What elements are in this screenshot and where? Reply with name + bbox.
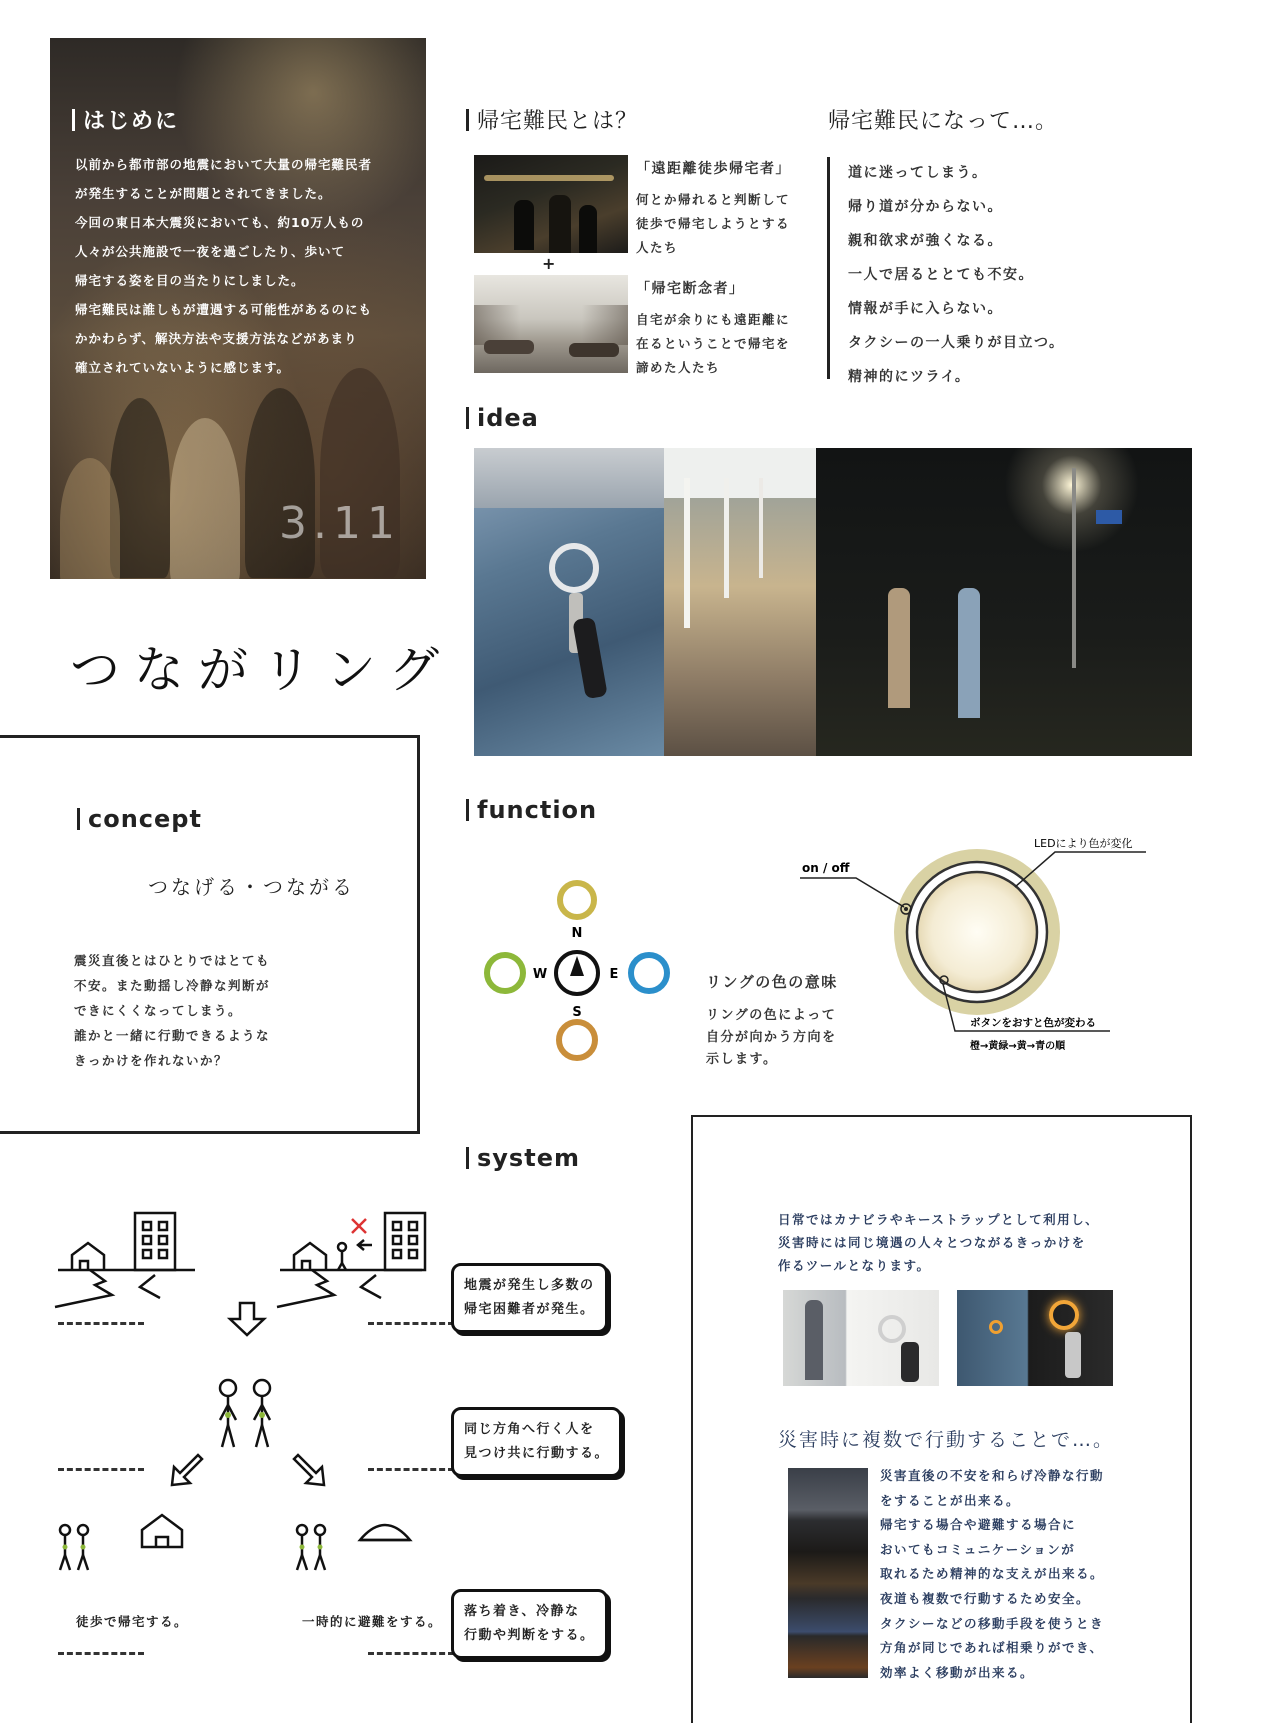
benefit-line: 災害直後の不安を和らげ冷静な行動 xyxy=(880,1468,1105,1483)
becoming-item: 帰り道が分からない。 xyxy=(848,199,1003,215)
divider-dash xyxy=(58,1652,144,1655)
system-title: system xyxy=(466,1144,580,1172)
idea-title: idea xyxy=(466,404,539,432)
person-icon xyxy=(338,1243,346,1251)
meaning-line: 自分が向かう方向を xyxy=(706,1030,837,1045)
type2-line: 諦めた人たち xyxy=(636,360,721,375)
order-label: 橙→黄緑→黄→青の順 xyxy=(970,1041,1066,1052)
daily-use-photo xyxy=(783,1290,939,1386)
usage-intro-line: 日常ではカナビラやキーストラップとして利用し、 xyxy=(778,1212,1100,1227)
usage-intro-line: 作るツールとなります。 xyxy=(778,1258,931,1273)
walkway-photo xyxy=(664,448,816,756)
divider-dash xyxy=(368,1322,454,1325)
divider-dash xyxy=(368,1468,454,1471)
ring-east xyxy=(631,955,667,991)
benefit-line: 効率よく移動が出来る。 xyxy=(880,1664,1035,1680)
night-use-photo xyxy=(957,1290,1113,1386)
callout-line: 落ち着き、冷静な xyxy=(464,1604,580,1619)
function-title: function xyxy=(466,796,597,824)
callout-line: 行動や判断をする。 xyxy=(464,1628,595,1643)
callout-calm-action xyxy=(451,1589,608,1659)
jeans-keyring-photo xyxy=(474,448,664,756)
benefit-line: 帰宅する場合や避難する場合に xyxy=(880,1517,1077,1533)
callout-find-companion xyxy=(451,1407,622,1477)
type2-line: 自宅が余りにも遠距離に xyxy=(636,312,791,327)
meaning-line: リングの色によって xyxy=(706,1008,837,1023)
callout-earthquake xyxy=(451,1263,608,1333)
ground-crack-icon xyxy=(55,1270,112,1307)
intro-line: が発生することが問題とされてきました。 xyxy=(75,186,332,201)
label-evacuate: 一時的に避難をする。 xyxy=(302,1614,443,1629)
concept-line: きっかけを作れないか？ xyxy=(74,1053,229,1068)
benefit-line: 夜道も複数で行動するため安全。 xyxy=(880,1590,1091,1606)
concept-box xyxy=(0,735,420,1134)
becoming-item: 道に迷ってしまう。 xyxy=(848,165,988,181)
concept-line: 誰かと一緒に行動できるような xyxy=(74,1028,271,1043)
ring-west xyxy=(487,955,523,991)
becoming-title: 帰宅難民になって…。 xyxy=(828,109,1059,134)
type1-line: 人たち xyxy=(636,240,679,255)
compass-e: E xyxy=(609,967,619,982)
compass-s: S xyxy=(572,1005,582,1020)
usage-benefits xyxy=(880,1464,1104,1685)
intro-line: 確立されていないように感じます。 xyxy=(75,360,291,375)
usage-intro-line: 災害時には同じ境遇の人々とつながるきっかけを xyxy=(778,1235,1086,1250)
callout-line: 地震が発生し多数の xyxy=(464,1278,595,1293)
type2-desc xyxy=(636,308,790,380)
type2-title: 「帰宅断念者」 xyxy=(636,281,745,297)
divider-dash xyxy=(58,1468,144,1471)
divider-dash xyxy=(58,1322,144,1325)
label-walk-home: 徒歩で帰宅する。 xyxy=(76,1614,189,1629)
ring-north xyxy=(560,883,594,917)
concept-line: 不安。また動揺し冷静な判断が xyxy=(74,978,271,993)
compass-w: W xyxy=(532,967,548,982)
disaster-photos-strip xyxy=(788,1468,868,1678)
led-label: LEDにより色が変化 xyxy=(1034,837,1133,850)
night-street-photo xyxy=(816,448,1192,756)
concept-body xyxy=(74,948,270,1073)
concept-title: concept xyxy=(77,805,202,833)
becoming-rule xyxy=(827,157,830,379)
callout-line: 見つけ共に行動する。 xyxy=(464,1446,610,1461)
product-name: つながリング xyxy=(70,641,453,699)
callout-line: 帰宅困難者が発生。 xyxy=(464,1302,595,1317)
intro-photo-panel xyxy=(50,38,426,579)
intro-line: 以前から都市部の地震において大量の帰宅難民者 xyxy=(75,157,373,172)
benefit-line: 方角が同じであれば相乗りができ、 xyxy=(880,1640,1104,1656)
becoming-list xyxy=(848,156,1064,394)
walking-crowd-photo xyxy=(474,155,628,253)
arrow-down-right-icon xyxy=(294,1455,324,1485)
benefit-line: おいてもコミュニケーションが xyxy=(880,1541,1076,1557)
shelter-icon xyxy=(360,1525,410,1540)
type2-line: 在るということで帰宅を xyxy=(636,336,791,351)
arrow-down-icon xyxy=(230,1303,264,1335)
button-label: ボタンをおすと色が変わる xyxy=(970,1017,1096,1029)
type2-block xyxy=(636,277,790,380)
compass-ring-diagram xyxy=(478,872,678,1072)
plus-sign: + xyxy=(542,254,556,273)
what-is-title: 帰宅難民とは？ xyxy=(466,104,638,135)
date-label: 3.11 xyxy=(279,498,401,549)
becoming-item: 精神的にツライ。 xyxy=(848,369,971,385)
type1-desc xyxy=(636,188,791,260)
intro-heading: はじめに xyxy=(72,104,179,135)
concept-line: 震災直後とはひとりではとても xyxy=(74,953,271,968)
ring-south xyxy=(559,1022,595,1058)
intro-body xyxy=(75,150,405,382)
becoming-item: 情報が手に入らない。 xyxy=(848,301,1003,317)
type1-title: 「遠距離徒歩帰宅者」 xyxy=(636,161,791,177)
becoming-item: 親和欲求が強くなる。 xyxy=(848,233,1003,249)
intro-line: 人々が公共施設で一夜を過ごしたり、歩いて xyxy=(75,244,346,259)
intro-line: 今回の東日本大震災においても、約10万人もの xyxy=(75,215,365,230)
station-corridor-photo xyxy=(474,275,628,373)
becoming-item: タクシーの一人乗りが目立つ。 xyxy=(848,335,1065,351)
intro-line: 帰宅する姿を目の当たりにしました。 xyxy=(75,273,305,288)
intro-line: 帰宅難民は誰しもが遭遇する可能性があるのにも xyxy=(75,302,373,317)
benefit-line: タクシーなどの移動手段を使うとき xyxy=(880,1615,1105,1631)
becoming-item: 一人で居るととても不安。 xyxy=(848,267,1034,283)
benefit-line: をすることが出来る。 xyxy=(880,1492,1021,1508)
arrow-down-left-icon xyxy=(172,1455,202,1485)
benefit-line: 取れるため精神的な支えが出来る。 xyxy=(880,1566,1105,1582)
usage-heading: 災害時に複数で行動することで…。 xyxy=(778,1429,1115,1451)
meaning-line: 示します。 xyxy=(706,1052,778,1067)
building-icon xyxy=(135,1213,175,1270)
usage-intro xyxy=(778,1208,1099,1277)
concept-catch: つなげる・つながる xyxy=(148,875,355,899)
divider-dash xyxy=(368,1652,454,1655)
ring-device-diagram xyxy=(790,835,1150,1070)
type1-block xyxy=(636,157,791,260)
callout-line: 同じ方角へ行く人を xyxy=(464,1422,595,1437)
compass-n: N xyxy=(571,926,583,941)
ring-meaning-title: リングの色の意味 xyxy=(706,973,838,991)
on-off-label: on / off xyxy=(802,861,850,875)
system-flow-diagram xyxy=(50,1195,470,1615)
type1-line: 徒歩で帰宅しようとする xyxy=(636,216,791,231)
house-icon xyxy=(72,1243,104,1270)
intro-line: かかわらず、解決方法や支援方法などがあまり xyxy=(75,331,358,346)
concept-line: できにくくなってしまう。 xyxy=(74,1003,243,1018)
type1-line: 何とか帰れると判断して xyxy=(636,192,791,207)
home-icon xyxy=(142,1515,182,1547)
